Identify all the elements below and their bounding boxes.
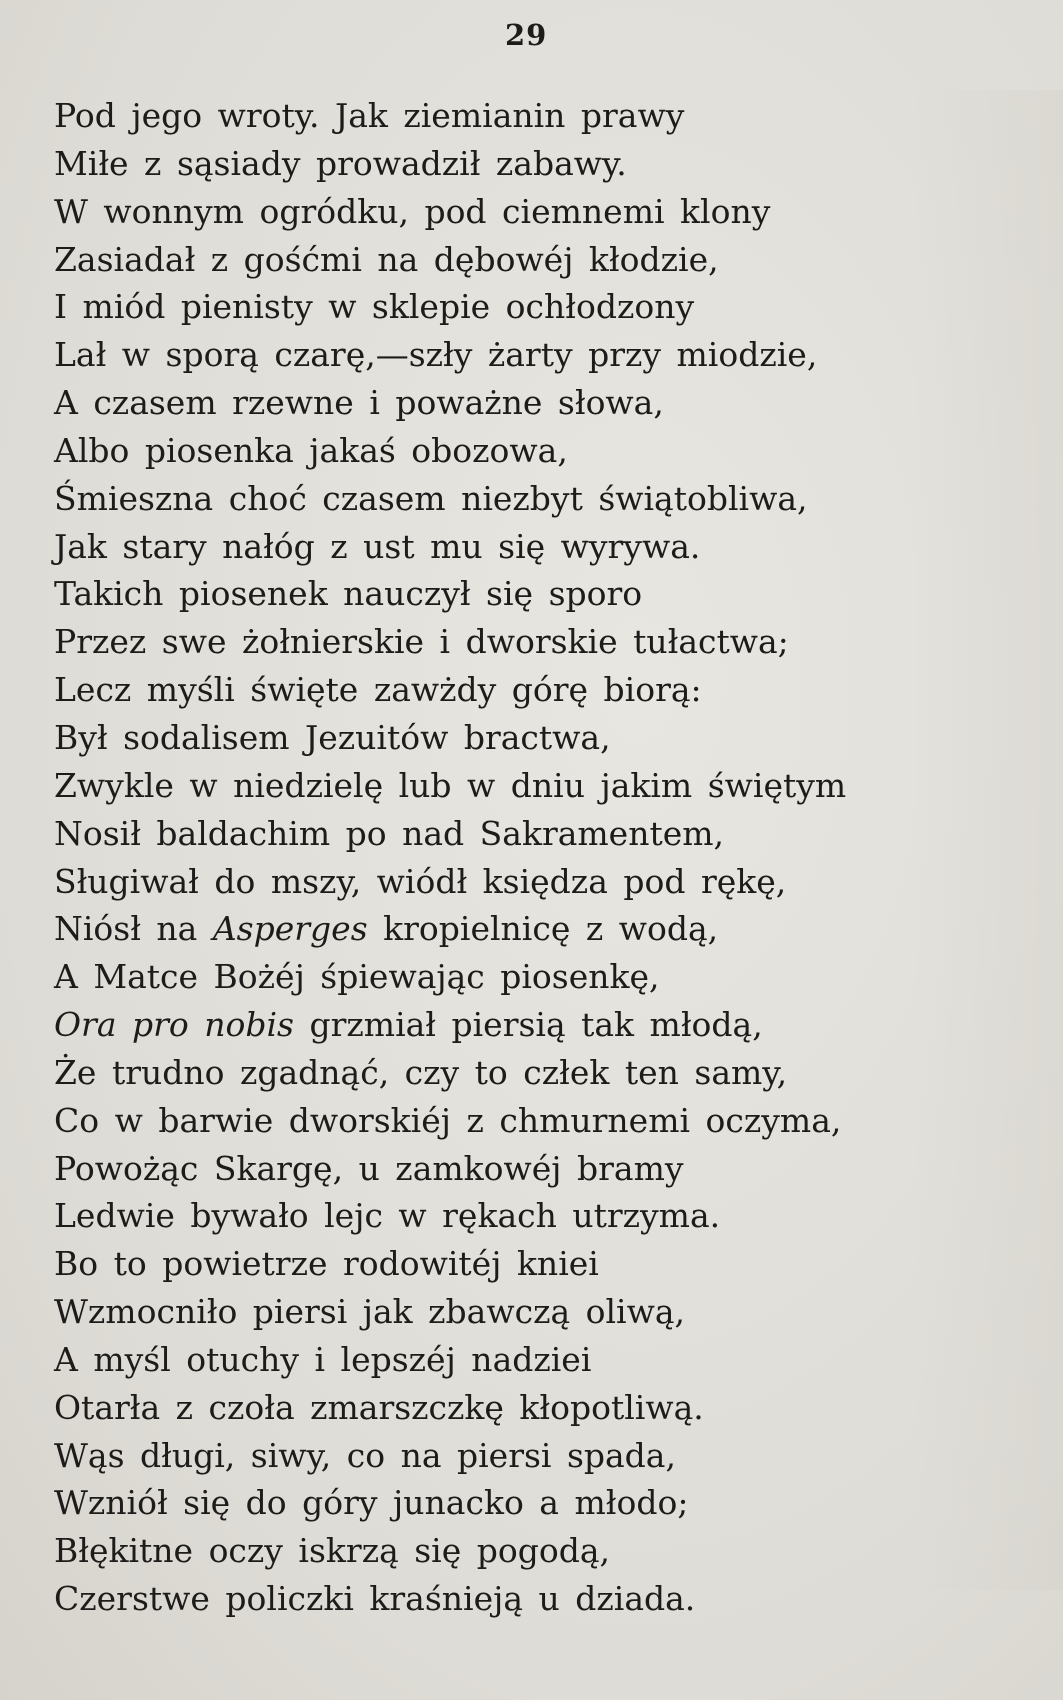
poem-line: Lał w sporą czarę,—szły żarty przy miodzie, [54,335,818,375]
poem-line: Wzniół się do góry junacko a młodo; [54,1483,689,1523]
poem-line: Lecz myśli święte zawżdy górę biorą: [54,670,702,710]
poem-line: Powożąc Skargę, u zamkowéj bramy [54,1148,684,1188]
poem-line: Jak stary nałóg z ust mu się wyrywa. [54,526,701,566]
poem-line: Miłe z sąsiady prowadził zabawy. [54,143,627,183]
poem-line [54,1001,846,1049]
poem-line: A myśl otuchy i lepszéj nadziei [54,1339,592,1379]
poem-line: Albo piosenka jakaś obozowa, [54,430,568,470]
poem-line: Otarła z czoła zmarszczkę kłopotliwą. [54,1387,704,1427]
poem-line: Czerstwe policzki kraśnieją u dziada. [54,1579,696,1619]
poem-line: A Matce Bożéj śpiewając piosenkę, [54,957,660,997]
poem-line: Wzmocniło piersi jak zbawczą oliwą, [54,1292,686,1332]
show-through-shadow [913,90,1063,1590]
latin-phrase: Ora pro nobis [54,1005,294,1045]
poem-line: I miód pienisty w sklepie ochłodzony [54,287,695,327]
poem-line: Że trudno zgadnąć, czy to człek ten samy, [54,1052,788,1092]
poem-line: Śmieszna choć czasem niezbyt świątobliwa, [54,478,808,518]
poem-line: Sługiwał do mszy, wiódł księdza pod rękę, [54,861,787,901]
poem-line [54,905,846,953]
latin-phrase: Asperges [212,909,368,949]
line-text: grzmiał piersią tak młodą, [294,1005,763,1045]
poem-line: Przez swe żołnierskie i dworskie tułactwa; [54,622,789,662]
poem-line: Co w barwie dworskiéj z chmurnemi oczyma, [54,1100,842,1140]
poem-line: Pod jego wroty. Jak ziemianin prawy [54,96,685,135]
poem-line: Nosił baldachim po nad Sakramentem, [54,813,725,853]
page-number: 29 [505,18,548,52]
poem-line: A czasem rzewne i poważne słowa, [54,383,664,423]
poem-line: Bo to powietrze rodowitéj kniei [54,1244,599,1284]
poem-line: W wonnym ogródku, pod ciemnemi klony [54,191,771,231]
line-text: kropielnicę z wodą, [367,909,719,949]
line-text: Niósł na [54,909,213,949]
poem-line: Takich piosenek nauczył się sporo [54,574,643,614]
poem-line: Ledwie bywało lejc w rękach utrzyma. [54,1196,721,1236]
poem-line: Zwykle w niedzielę lub w dniu jakim świętym [54,765,847,805]
poem-text [54,92,846,1623]
poem-line: Był sodalisem Jezuitów bractwa, [54,717,611,757]
poem-line: Błękitne oczy iskrzą się pogodą, [54,1531,611,1571]
poem-line: Wąs długi, siwy, co na piersi spada, [54,1435,676,1475]
poem-line: Zasiadał z gośćmi na dębowéj kłodzie, [54,239,719,279]
